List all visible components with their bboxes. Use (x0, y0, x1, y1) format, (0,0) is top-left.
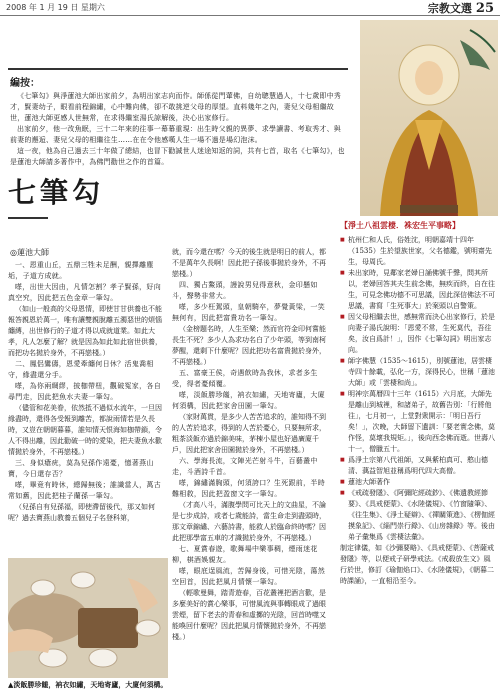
article-paragraph: 四、獨占鰲頭，謾說男兒得意秋，金印懸如斗，聲勢非常大。 (172, 281, 318, 300)
article-paragraph: （如山一般高的父母恩情，即使甘甘供養也不能報答親恩於萬一，唯有讓雙親脫離五濁惡世的煩惱纏縛，出世修行的子道才得以成就道業。如此大孝，凡人怎麼了解？就是因為如此如此宿世供養，而把功名拋於身外，不再戀棧。） (8, 305, 162, 357)
page-number: 25 (475, 1, 494, 16)
master-portrait (360, 20, 498, 216)
article-column-2 (172, 247, 332, 677)
article-paragraph: 嗏，多少枉駕頭，皇朝騎卒，夢覺黃梁，一笑無何有，因此把富貴功名一筆勾。 (172, 303, 325, 322)
article-paragraph: 嗏，淡飯勝珍饈，衲衣如繡，天地寄廬，大廈何須構，因此把家舍田園一筆勾。 (172, 391, 325, 410)
article-paragraph: 嗏，出世大因由，凡情怎割？孝子賢孫，好向真空究，因此把五色金章一筆勾。 (8, 283, 161, 302)
article-paragraph: （才高八斗，滿腹學問可比天上的文曲星，不論是七步成詩，或者七歲能詩，當生命走到盡頭時，那文章錦繡、六藝詩書，能救人於臨命終時嗎？因此把那學富五車的才識拋於身外，不再戀棧。） (172, 501, 326, 542)
biography-list (340, 235, 496, 543)
article-paragraph: 嗏，眼底逞風流，苦歸身後，可惜光陰，蕩然空回首，因此把風月情懷一筆勾。 (172, 567, 325, 586)
article-paragraph: 五、富豪王侯，奇遇飲時為我休，求者多生受，得者憂傾覆。 (172, 369, 318, 388)
biography-item: ■ 明神宗萬曆四十三年（1615）六月底，大師先是離山到城裡，和諸弟子，故舊告別：「行將他往」，七月初一，上堂對衆開示：「明日吾行矣！」，次晚，大師留下遺訓：「要老實念佛，莫作怪，莫壞我規矩。」，後向西念佛而逝。世壽八十一，僧臘五十。 (340, 389, 496, 455)
article-title-block (8, 175, 208, 230)
biography-item: ■ 蓮池大師著作 (340, 477, 496, 488)
article-title: 七筆勾 (8, 176, 105, 209)
editor-paragraph: 《七筆勾》與淨蓮池大師出家前夕，為明出家志向而作。師係從門葷佛，自幼聰慧過人，十七歲即中秀才，賢妻幼子，眼看前程錦繡，心中難向佛，卻不敢挑逆父母的厚望。直料幾年之內，妻兒父母相繼故世，蓮池大師更感人世無常，在求得繼室湯氏諒解後，決心出家修行。 (10, 92, 341, 122)
section-name: 宗教文選 (427, 2, 472, 15)
article-paragraph: 嗏，畢竟有時休，總歸無後；誰識當人，萬古常如舊，因此把桂子蘭孫一筆勾。 (8, 481, 161, 500)
editor-note-text (10, 91, 346, 168)
header-date: 2008 年 1 月 19 日 星期六 (6, 3, 105, 12)
article-column-1 (8, 260, 166, 595)
editor-paragraph: 這一夜，他為自己過去三十年做了總結，也冒下勸誠世人迷途知返的詞，共有七首，取名《七筆勾》，也是蓮池大師請多著作中，為佛門勸世之作的首篇。 (10, 147, 345, 166)
editor-note (8, 68, 348, 166)
biography-tail: 制定律儀，如《沙彌要略》、《具戒便蒙》、《菩薩戒發隱》等，以便戒子研學戒法。《戒殺放生文》風行於世，修訂《瑜伽焰口》、《水陸儀規》，《朝暮二時課誦》，一直相沿至今。 (340, 544, 494, 585)
article-paragraph: （家財萬貫，是多少人苦苦追求的，誰知得不到的人苦於追求，得到的人苦於憂心，只要無所求，粗茶淡飯亦過於錦美味，茅棟小屋也好過廣廈千戶，因此把家舍田園拋於身外，不再戀棧。） (172, 413, 326, 454)
title-divider (8, 217, 48, 219)
tea-illustration (8, 558, 168, 678)
portrait-illustration (360, 20, 498, 216)
biography-item: ■ 師字佛慧（1535～1615），別號蓮池，居雲棲寺四十餘載，弘化一方，深得民心，世稱「蓮池大師」或「雲棲和尚」。 (340, 356, 496, 389)
biography-item: ■ 未出家時，見鄰家老婦日誦佛號千聲，問其所以，老婦回答其夫生前念佛，無疾而終，自在往生，可見念佛功德不可思議，因此深信佛法不可思議，書寫「生死事大」於案頭以自警策。 (340, 268, 496, 312)
article-paragraph: （金榜題名時，人生至樂；然而官符金印何嘗能長生不死？多少人為求功名白了少年頭，等到南柯夢醒，還剩下什麼呢？因此把功名富貴拋於身外，不再戀棧。） (172, 325, 326, 366)
article-paragraph: 二、鳳侶鸞儔，恩愛牽纏何日休？活鬼喬相守，緣盡還分手。 (8, 360, 154, 379)
article-paragraph: 嗏，為你兩綢繆，披枷帶杻，觀破冤家，各自尋門走，因此把魚水夫妻一筆勾。 (8, 382, 161, 401)
editor-paragraph: 出家前夕，他一改魚眠，三十二年來的往事一幕幕重現：出生時父親的異夢、求學讀書、考取秀才、與前妻的邂逅、妻兒父母的相繼往生……在在令他感嘆人生一場不過是場幻泡沫。 (10, 125, 341, 144)
article-paragraph: 七、夏賞春遊，歌舞場中樂事稠，煙雨迷花柳，棋酒娛親友。 (172, 545, 318, 564)
article-paragraph: 嗏，錦繡滿胸頭，何須誇口？生死跟前，半時難相救，因此把盈窗文字一筆勾。 (172, 479, 325, 498)
article-paragraph: （兒孫自有兒孫福，即使滯留後代，那又如何呢？過去寶燕山教養五個兒子名登科第， (8, 503, 155, 522)
editor-note-title: 編按： (10, 78, 40, 89)
biography-item: ■ 爲淨土宗第八代祖師，又與紫柏真可、憨山德清、蕅益智旭並稱爲明代四大高僧。 (340, 455, 496, 477)
biography-item: ■ 因父母相繼去世，感無常而決心出家修行，於是向妻子湯氏說明：「恩愛不常，生死莫代，吾往矣，汝自爲計！」，因作《七筆勾詞》明出家志向。 (340, 312, 496, 356)
article-author: ◎蓮池大師 (10, 248, 49, 257)
article-paragraph: （輕歌曼舞，踏青遊春，百花叢裡把酒言歡，是多麼美好的賞心樂事，可惜風流與事轉眼成了過眼雲煙，留下老去的青春和虛擲的光陰，回首時噬又能喚回什麼呢？因此把風月情懷拋於身外，不再戀棧。） (172, 589, 326, 641)
header-section (428, 0, 494, 16)
biography-sidebar (340, 220, 496, 680)
article-paragraph: （儘管和花美眷，依然抵不過似水流年，一旦因緣盡時，還得各受報到離苦，都說雨情若是久長時，又豈在朝朝暮暮，誰知情天恨海如枷帶鎖，令人不得出離，因此勸破一時的愛染，把夫妻魚水歡情拋於身外，不再戀棧。） (8, 404, 162, 456)
article-paragraph: 三、身似瘡疣，莫為兒孫作遠憂，憶著燕山寶，今日還存否？ (8, 459, 154, 478)
tea-photo (8, 558, 168, 678)
biography-item: ■ 《戒疏發隱》、《阿彌陀經疏鈔》、《佛遺教經節要》、《具戒便蒙》、《水陸儀規》、《竹窗隨筆》、《往生集》、《淨土疑辯》、《禪關策進》、《楞伽經摸象記》、《緇門崇行錄》、《山房雜錄》等。後由弟子彙集爲《雲棲法彙》。 (340, 488, 496, 543)
biography-item: ■ 杭州仁和人氏，俗姓沈，明朝嘉靖十四年（1535）生於望族世家，父名德鑑，號明齋先生，母周氏。 (340, 235, 496, 268)
page-header (0, 0, 500, 16)
article-paragraph: 就，而今還在嗎？今天的後生就是明日的前人，都不是萬年久長啊！因此把子孫後事拋於身外，不再戀棧。） (172, 248, 326, 278)
article-paragraph: 六、學海長流，文陣光芒射斗牛，百藝叢中走，斗酒詩千首。 (172, 457, 318, 476)
photo-caption: ▲淡飯勝珍饈，衲衣如繡，天地寄廬，大廈何須構。 (8, 680, 168, 689)
sidebar-title: 【淨土八祖雲棲．袾宏生平事略】 (340, 220, 460, 230)
article-paragraph: 一、恩重山丘，五鼎三牲未足酬，親擇離塵垢，子道方成就。 (8, 261, 154, 280)
